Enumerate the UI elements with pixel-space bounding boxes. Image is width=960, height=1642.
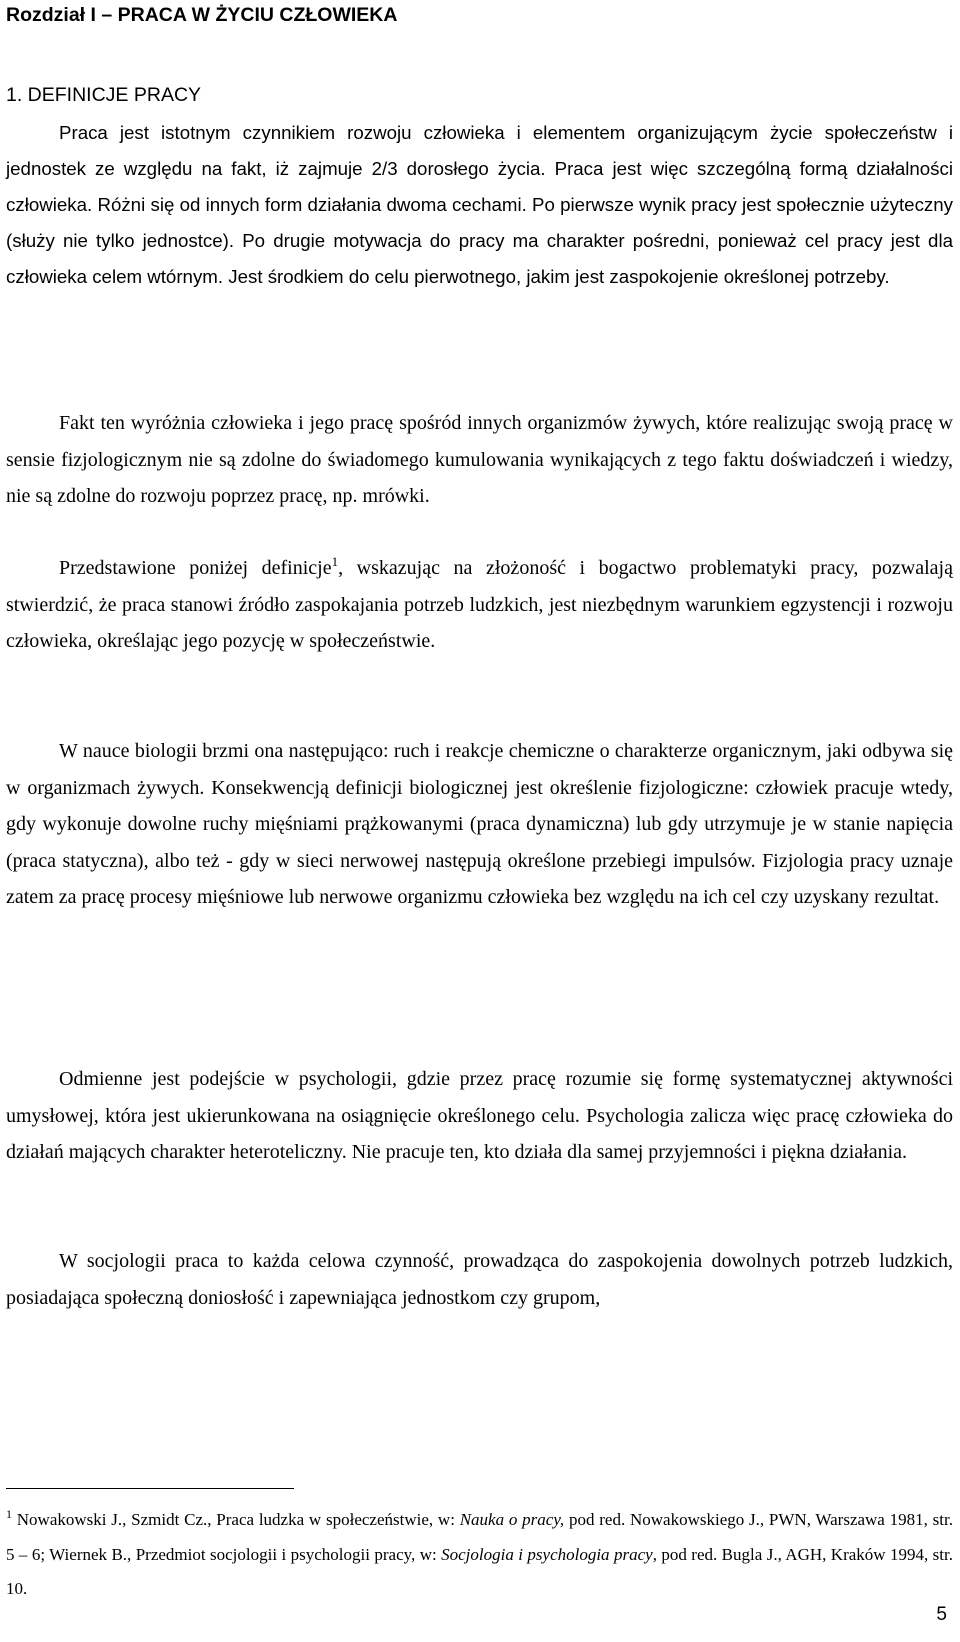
paragraph-2: Fakt ten wyróżnia człowieka i jego pracę spośród innych organizmów żywych, które realizując swoją pracę w sensie fizjologicznym nie są zdolne do świadomego kumulowania wynikających z tego faktu doświadczeń i wiedzy, nie są zdolne do rozwoju poprzez pracę, np. mrówki.: [6, 412, 953, 508]
paragraph-5: Odmienne jest podejście w psychologii, gdzie przez pracę rozumie się formę systematycznej aktywności umysłowej, która jest ukierunkowana na osiągnięcie określonego celu. Psychologia zalicza więc pracę człowieka do działań mających charakter heteroteliczny. Nie pracuje ten, kto działa dla samej przyjemności i piękna działania.: [6, 1068, 953, 1164]
section-title: 1. DEFINICJE PRACY: [6, 84, 202, 106]
paragraph-3: [6, 550, 953, 660]
footnote-separator: [6, 1488, 294, 1489]
paragraph-3-text-start: Przedstawione poniżej definicje: [59, 557, 332, 579]
paragraph-1: Praca jest istotnym czynnikiem rozwoju człowieka i elementem organizującym życie społeczeństw i jednostek ze względu na fakt, iż zajmuje 2/3 dorosłego życia. Praca jest więc szczególną formą działalności człowieka. Różni się od innych form działania dwoma cechami. Po pierwsze wynik pracy jest społecznie użyteczny (służy nie tylko jednostce). Po drugie motywacja do pracy ma charakter pośredni, ponieważ cel pracy jest dla człowieka celem wtórnym. Jest środkiem do celu pierwotnego, jakim jest zaspokojenie określonej potrzeby.: [6, 122, 953, 288]
footnote-italic-title-2: Socjologia i psychologia pracy: [441, 1544, 653, 1564]
page-number: 5: [936, 1604, 947, 1625]
paragraph-3-text-end: , wskazując na złożoność i bogactwo problematyki pracy, pozwalają stwierdzić, że praca stanowi źródło zaspokajania potrzeb ludzkich, jest niezbędnym warunkiem egzystencji i rozwoju człowieka, określając jego pozycję w społeczeństwie.: [6, 557, 953, 653]
paragraph-4: W nauce biologii brzmi ona następująco: ruch i reakcje chemiczne o charakterze organicznym, jaki odbywa się w organizmach żywych. Konsekwencją definicji biologicznej jest określenie fizjologiczne: człowiek pracuje wtedy, gdy wykonuje dowolne ruchy mięśniami prążkowanymi (praca dynamiczna) lub gdy utrzymuje je w stanie napięcia (praca statyczna), albo też - gdy w sieci nerwowej następują określone przebiegi impulsów. Fizjologia pracy uznaje zatem za pracę procesy mięśniowe lub nerwowe organizmu człowieka bez względu na ich cel czy uzyskany rezultat.: [6, 740, 953, 909]
paragraph-6: W socjologii praca to każda celowa czynność, prowadząca do zaspokojenia dowolnych potrzeb ludzkich, posiadająca społeczną doniosłość i zapewniająca jednostkom czy grupom,: [6, 1250, 953, 1309]
footnote-reference: 1: [331, 554, 339, 569]
chapter-title: Rozdział I – PRACA W ŻYCIU CZŁOWIEKA: [6, 4, 398, 26]
footnote-text-2: pod red. Nowakowskiego J., PWN, Warszawa 1981, str. 5 – 6; Wiernek B., Przedmiot socjologii i psychologii pracy, w:: [6, 1510, 953, 1564]
footnote-text-1: Nowakowski J., Szmidt Cz., Praca ludzka w społeczeństwie, w:: [12, 1510, 460, 1529]
footnote-marker: 1: [6, 1507, 12, 1521]
footnote-text-3: , pod red. Bugla J., AGH, Kraków 1994, str. 10.: [6, 1544, 953, 1598]
footnote: [6, 1503, 953, 1607]
footnote-italic-title-1: Nauka o pracy,: [459, 1510, 565, 1529]
